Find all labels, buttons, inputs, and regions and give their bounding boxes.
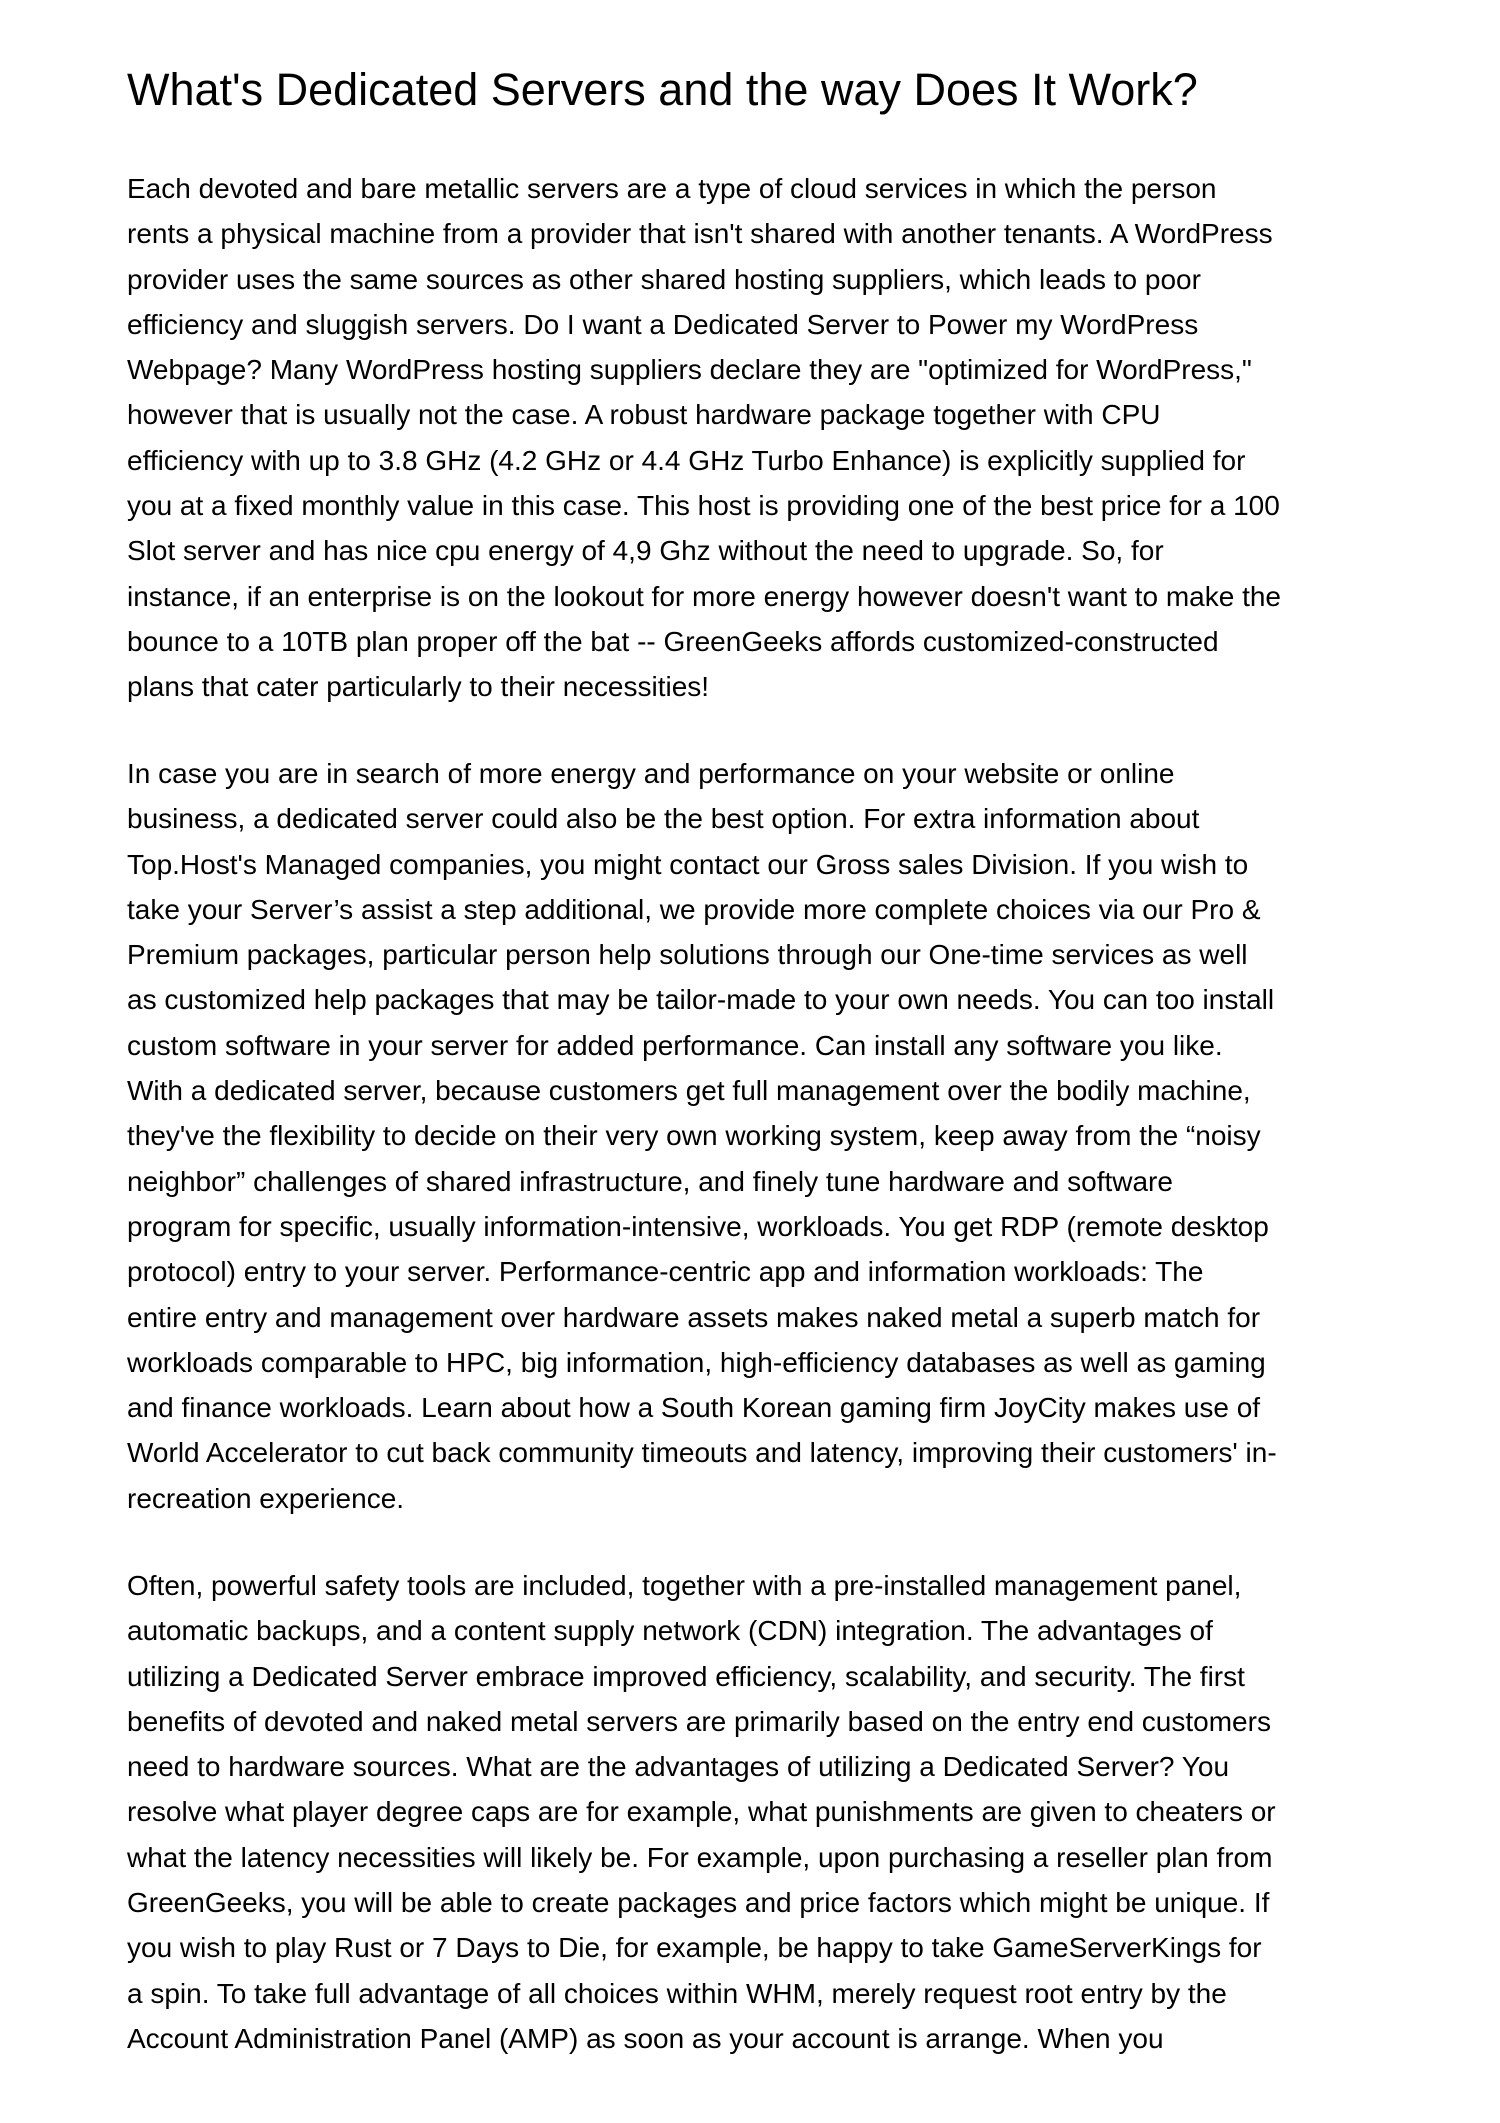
text-line: they've the flexibility to decide on their very own working system, keep away from the “noisy [127,1120,1261,1152]
text-line: efficiency and sluggish servers. Do I want a Dedicated Server to Power my WordPress [127,308,1199,340]
text-line: utilizing a Dedicated Server embrace improved efficiency, scalability, and security. The first [127,1660,1245,1692]
text-line: benefits of devoted and naked metal servers are primarily based on the entry end customers [127,1705,1271,1737]
text-line: provider uses the same sources as other shared hosting suppliers, which leads to poor [127,263,1201,295]
text-line: efficiency with up to 3.8 GHz (4.2 GHz or 4.4 GHz Turbo Enhance) is explicitly supplied for [127,444,1246,476]
text-line: what the latency necessities will likely be. For example, upon purchasing a reseller plan from [127,1841,1273,1873]
text-line: as customized help packages that may be tailor-made to your own needs. You can too install [127,984,1275,1016]
text-line: recreation experience. [127,1482,405,1514]
text-line: World Accelerator to cut back community timeouts and latency, improving their customers' in- [127,1437,1277,1469]
paragraph-1 [127,166,1281,710]
page-title: What's Dedicated Servers and the way Does It Work? [127,64,1198,115]
text-line: instance, if an enterprise is on the lookout for more energy however doesn't want to make the [127,580,1281,612]
text-line: neighbor” challenges of shared infrastructure, and finely tune hardware and software [127,1165,1173,1197]
text-line: workloads comparable to HPC, big information, high-efficiency databases as well as gaming [127,1346,1266,1378]
text-line: plans that cater particularly to their necessities! [127,671,710,703]
text-line: Account Administration Panel (AMP) as soon as your account is arrange. When you [127,2022,1164,2054]
text-line: a spin. To take full advantage of all choices within WHM, merely request root entry by the [127,1977,1227,2009]
text-line: Premium packages, particular person help solutions through our One-time services as well [127,939,1248,971]
text-line: bounce to a 10TB plan proper off the bat -- GreenGeeks affords customized-constructed [127,625,1219,657]
paragraph-3 [127,1563,1276,2061]
text-line: need to hardware sources. What are the advantages of utilizing a Dedicated Server? You [127,1751,1230,1783]
text-line: however that is usually not the case. A robust hardware package together with CPU [127,399,1161,431]
text-line: business, a dedicated server could also be the best option. For extra information about [127,803,1200,835]
text-line: automatic backups, and a content supply network (CDN) integration. The advantages of [127,1615,1213,1647]
text-line: In case you are in search of more energy and performance on your website or online [127,758,1175,789]
text-line: you at a fixed monthly value in this case. This host is providing one of the best price for a 100 [127,490,1280,522]
text-line: Top.Host's Managed companies, you might contact our Gross sales Division. If you wish to [127,848,1249,880]
text-line: rents a physical machine from a provider that isn't shared with another tenants. A WordPress [127,218,1273,250]
text-line: With a dedicated server, because customers get full management over the bodily machine, [127,1075,1251,1107]
text-line: Often, powerful safety tools are included, together with a pre-installed management panel, [127,1570,1242,1601]
text-line: resolve what player degree caps are for example, what punishments are given to cheaters or [127,1796,1276,1828]
text-line: take your Server’s assist a step additional, we provide more complete choices via our Pro & [127,893,1261,925]
text-line: program for specific, usually information-intensive, workloads. You get RDP (remote desktop [127,1210,1269,1242]
paragraph-2 [127,751,1277,1521]
text-line: protocol) entry to your server. Performance-centric app and information workloads: The [127,1256,1204,1288]
text-line: entire entry and management over hardware assets makes naked metal a superb match for [127,1301,1261,1333]
text-line: GreenGeeks, you will be able to create packages and price factors which might be unique. If [127,1887,1270,1919]
text-line: custom software in your server for added performance. Can install any software you like. [127,1029,1223,1061]
text-line: Each devoted and bare metallic servers are a type of cloud services in which the person [127,173,1217,204]
text-line: Slot server and has nice cpu energy of 4,9 Ghz without the need to upgrade. So, for [127,535,1164,567]
text-line: Webpage? Many WordPress hosting suppliers declare they are "optimized for WordPress," [127,354,1252,386]
text-line: and finance workloads. Learn about how a South Korean gaming firm JoyCity makes use of [127,1392,1261,1424]
text-line: you wish to play Rust or 7 Days to Die, for example, be happy to take GameServerKings for [127,1932,1262,1964]
